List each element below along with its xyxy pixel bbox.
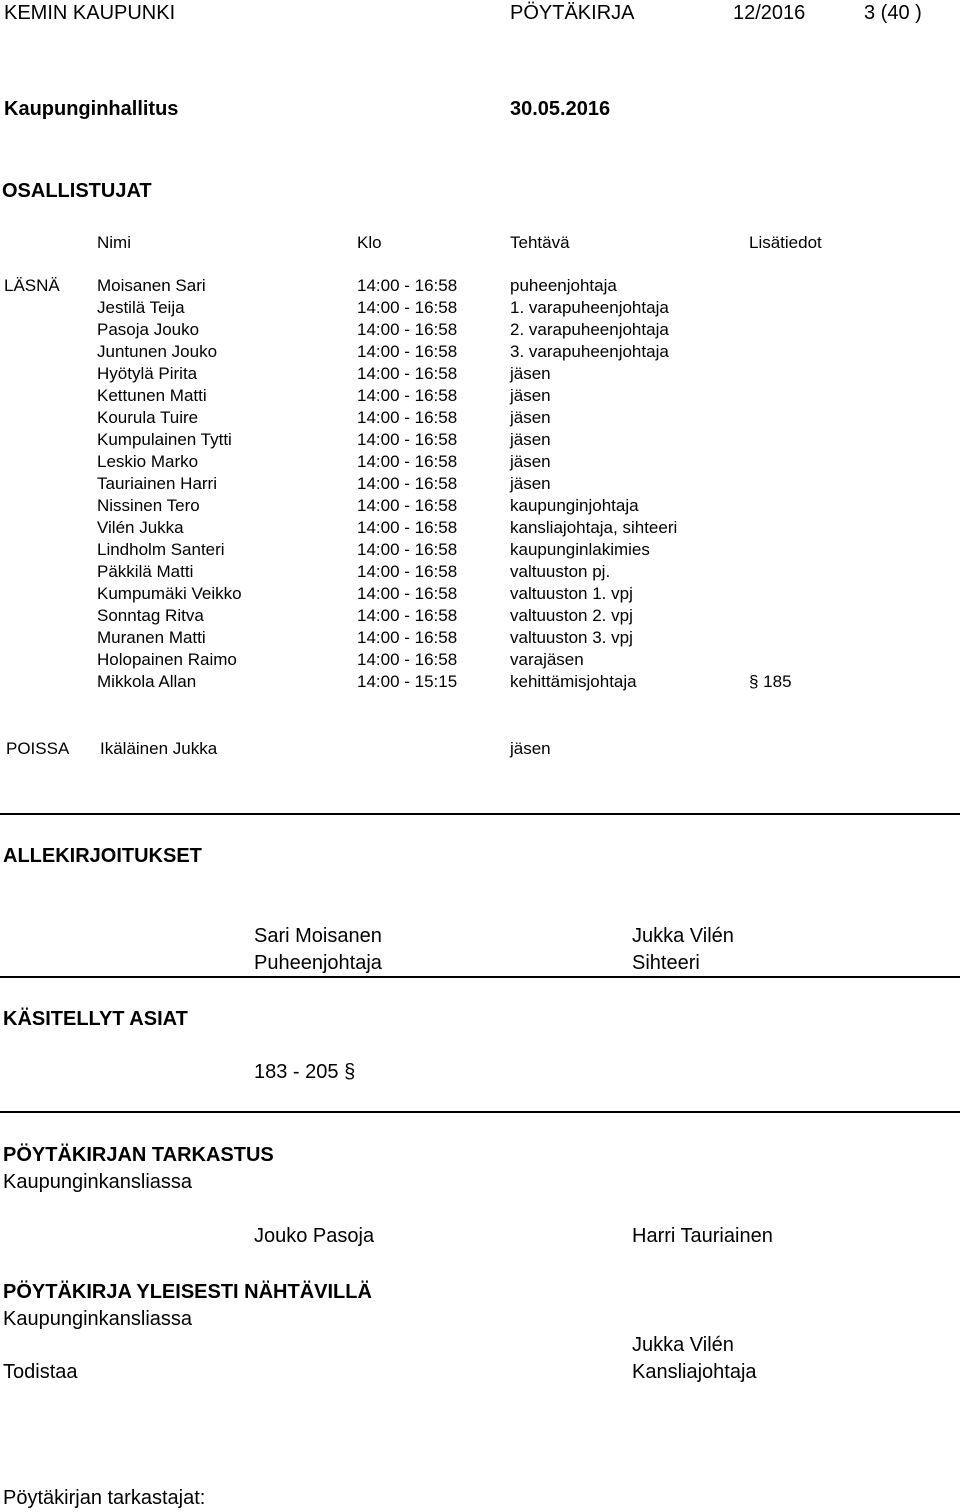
participant-role: valtuuston 2. vpj: [510, 606, 633, 625]
participant-time: 14:00 - 16:58: [357, 342, 458, 361]
participant-role: valtuuston 1. vpj: [510, 584, 633, 603]
secretary-title: Sihteeri: [632, 952, 700, 974]
table-row: [0, 408, 960, 430]
table-row: [0, 430, 960, 452]
participant-extra: § 185: [749, 672, 792, 691]
participant-time: 14:00 - 16:58: [357, 430, 458, 449]
participant-role: jäsen: [510, 430, 551, 449]
participant-time: 14:00 - 16:58: [357, 386, 458, 405]
participant-role: jäsen: [510, 452, 551, 471]
absent-label: POISSA: [6, 739, 70, 758]
participant-time: 14:00 - 16:58: [357, 408, 458, 427]
body-name: Kaupunginhallitus: [4, 98, 179, 120]
participant-name: Sonntag Ritva: [97, 606, 204, 625]
divider: [0, 813, 960, 815]
participants-heading: OSALLISTUJAT: [2, 180, 152, 202]
column-extra: Lisätiedot: [749, 233, 822, 252]
items-heading: KÄSITELLYT ASIAT: [3, 1008, 188, 1030]
table-row: [0, 518, 960, 540]
participant-role: kaupunginjohtaja: [510, 496, 639, 515]
participant-role: jäsen: [510, 408, 551, 427]
participant-time: 14:00 - 16:58: [357, 606, 458, 625]
table-row: [0, 540, 960, 562]
participant-role: jäsen: [510, 386, 551, 405]
participant-time: 14:00 - 16:58: [357, 496, 458, 515]
table-row: [0, 474, 960, 496]
participant-time: 14:00 - 16:58: [357, 584, 458, 603]
participant-role: kaupunginlakimies: [510, 540, 650, 559]
table-row: [0, 452, 960, 474]
column-role: Tehtävä: [510, 233, 570, 252]
participant-name: Mikkola Allan: [97, 672, 197, 691]
table-row: [0, 298, 960, 320]
participant-role: 1. varapuheenjohtaja: [510, 298, 669, 317]
participant-time: 14:00 - 16:58: [357, 474, 458, 493]
participant-role: 2. varapuheenjohtaja: [510, 320, 669, 339]
participant-role: kehittämisjohtaja: [510, 672, 637, 691]
participant-name: Muranen Matti: [97, 628, 206, 647]
table-row: [0, 650, 960, 672]
participant-name: Moisanen Sari: [97, 276, 206, 295]
table-row: [0, 276, 960, 298]
table-row: [0, 628, 960, 650]
doc-number: 12/2016: [733, 2, 806, 24]
participant-time: 14:00 - 16:58: [357, 298, 458, 317]
doc-type: PÖYTÄKIRJA: [510, 2, 635, 24]
participant-name: Päkkilä Matti: [97, 562, 194, 581]
participant-name: Pasoja Jouko: [97, 320, 200, 339]
participant-name: Kumpulainen Tytti: [97, 430, 232, 449]
table-row: [0, 320, 960, 342]
participant-role: 3. varapuheenjohtaja: [510, 342, 669, 361]
participant-name: Kettunen Matti: [97, 386, 207, 405]
participant-name: Lindholm Santeri: [97, 540, 225, 559]
participant-role: puheenjohtaja: [510, 276, 617, 295]
participant-time: 14:00 - 16:58: [357, 320, 458, 339]
signatures-heading: ALLEKIRJOITUKSET: [3, 845, 202, 867]
participant-name: Kumpumäki Veikko: [97, 584, 242, 603]
public-signer-name: Jukka Vilén: [632, 1334, 734, 1356]
present-label: LÄSNÄ: [4, 276, 60, 295]
participant-role: varajäsen: [510, 650, 584, 669]
review-heading: PÖYTÄKIRJAN TARKASTUS: [3, 1144, 274, 1166]
column-time: Klo: [357, 233, 382, 252]
chair-title: Puheenjohtaja: [254, 952, 382, 974]
participant-name: Jestilä Teija: [97, 298, 185, 317]
table-row: [0, 496, 960, 518]
certify-label: Todistaa: [3, 1361, 78, 1383]
participant-time: 14:00 - 16:58: [357, 364, 458, 383]
page-info: 3 (40 ): [864, 2, 922, 24]
review-place: Kaupunginkansliassa: [3, 1171, 193, 1193]
participant-name: Leskio Marko: [97, 452, 199, 471]
participant-name: Vilén Jukka: [97, 518, 184, 537]
table-row: [0, 342, 960, 364]
table-row: [0, 584, 960, 606]
participant-name: Hyötylä Pirita: [97, 364, 198, 383]
participant-name: Kourula Tuire: [97, 408, 199, 427]
participant-time: 14:00 - 16:58: [357, 562, 458, 581]
participant-time: 14:00 - 16:58: [357, 540, 458, 559]
table-row: [0, 386, 960, 408]
participants-column-headers: [0, 233, 960, 255]
participant-name: Juntunen Jouko: [97, 342, 218, 361]
participant-time: 14:00 - 16:58: [357, 518, 458, 537]
participant-time: 14:00 - 16:58: [357, 276, 458, 295]
table-row: [0, 672, 960, 694]
column-name: Nimi: [97, 233, 131, 252]
reviewer-2: Harri Tauriainen: [632, 1225, 773, 1247]
items-range: 183 - 205 §: [254, 1061, 356, 1083]
participant-time: 14:00 - 15:15: [357, 672, 458, 691]
participant-role: jäsen: [510, 364, 551, 383]
public-heading: PÖYTÄKIRJA YLEISESTI NÄHTÄVILLÄ: [3, 1281, 372, 1303]
participant-role: kansliajohtaja, sihteeri: [510, 518, 678, 537]
table-row: [0, 562, 960, 584]
participant-time: 14:00 - 16:58: [357, 628, 458, 647]
public-place: Kaupunginkansliassa: [3, 1308, 193, 1330]
reviewer-1: Jouko Pasoja: [254, 1225, 375, 1247]
divider: [0, 976, 960, 978]
participant-name: Nissinen Tero: [97, 496, 200, 515]
participant-time: 14:00 - 16:58: [357, 452, 458, 471]
org-name: KEMIN KAUPUNKI: [4, 2, 176, 24]
participant-role: valtuuston pj.: [510, 562, 611, 581]
divider: [0, 1111, 960, 1113]
chair-name: Sari Moisanen: [254, 925, 382, 947]
public-signer-title: Kansliajohtaja: [632, 1361, 757, 1383]
participant-role: valtuuston 3. vpj: [510, 628, 633, 647]
absent-role: jäsen: [510, 739, 551, 758]
reviewers-label: Pöytäkirjan tarkastajat:: [3, 1487, 206, 1509]
table-row: [0, 606, 960, 628]
meeting-date: 30.05.2016: [510, 98, 611, 120]
participant-time: 14:00 - 16:58: [357, 650, 458, 669]
secretary-name: Jukka Vilén: [632, 925, 734, 947]
participant-name: Holopainen Raimo: [97, 650, 237, 669]
participant-role: jäsen: [510, 474, 551, 493]
participant-name: Tauriainen Harri: [97, 474, 217, 493]
absent-name: Ikäläinen Jukka: [100, 739, 218, 758]
table-row: [0, 364, 960, 386]
